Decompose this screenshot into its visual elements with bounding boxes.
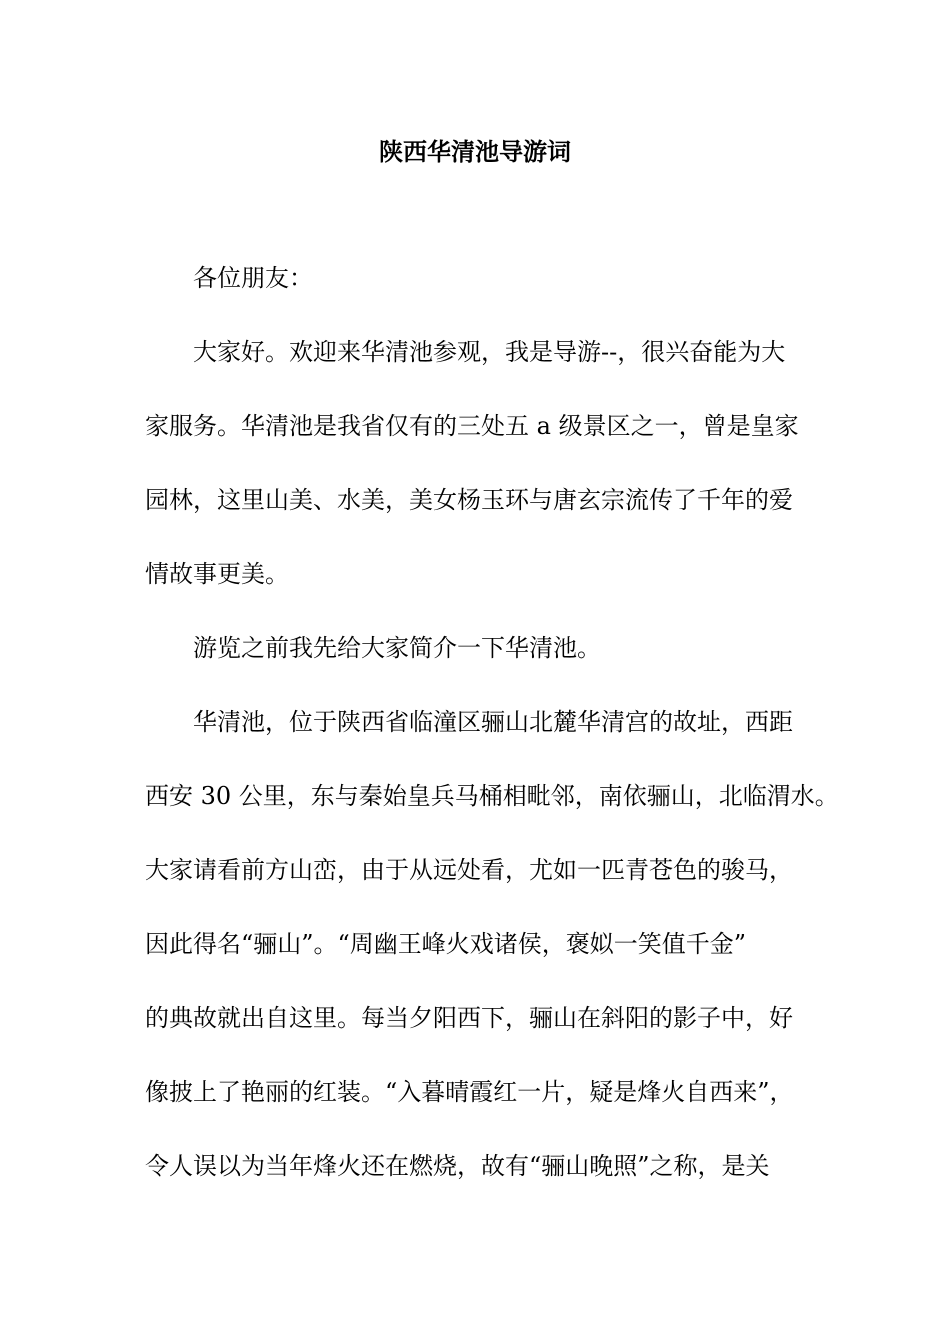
paragraph-line: 令人误以为当年烽火还在燃烧，故有“骊山晚照”之称，是关 bbox=[145, 1152, 770, 1180]
salutation-line: 各位朋友： bbox=[193, 264, 313, 292]
paragraph-line: 情故事更美。 bbox=[145, 560, 289, 588]
document-title: 陕西华清池导游词 bbox=[379, 137, 571, 166]
paragraph-line: 大家好。欢迎来华清池参观，我是导游--，很兴奋能为大 bbox=[193, 338, 786, 366]
paragraph-line: 华清池，位于陕西省临潼区骊山北麓华清宫的故址，西距 bbox=[193, 708, 793, 736]
paragraph-line: 像披上了艳丽的红装。“入暮晴霞红一片，疑是烽火自西来”， bbox=[145, 1078, 794, 1106]
paragraph-line: 大家请看前方山峦，由于从远处看，尤如一匹青苍色的骏马， bbox=[145, 856, 793, 884]
paragraph-line: 游览之前我先给大家简介一下华清池。 bbox=[193, 634, 601, 662]
paragraph-line: 的典故就出自这里。每当夕阳西下，骊山在斜阳的影子中，好 bbox=[145, 1004, 793, 1032]
paragraph-line: 因此得名“骊山”。“周幽王峰火戏诸侯，褒姒一笑值千金” bbox=[145, 930, 747, 958]
paragraph-line: 园林，这里山美、水美，美女杨玉环与唐玄宗流传了千年的爱 bbox=[145, 486, 793, 514]
paragraph-line: 家服务。华清池是我省仅有的三处五 a 级景区之一，曾是皇家 bbox=[145, 412, 799, 440]
paragraph-line: 西安 30 公里，东与秦始皇兵马桶相毗邻，南依骊山，北临渭水。 bbox=[145, 782, 839, 810]
